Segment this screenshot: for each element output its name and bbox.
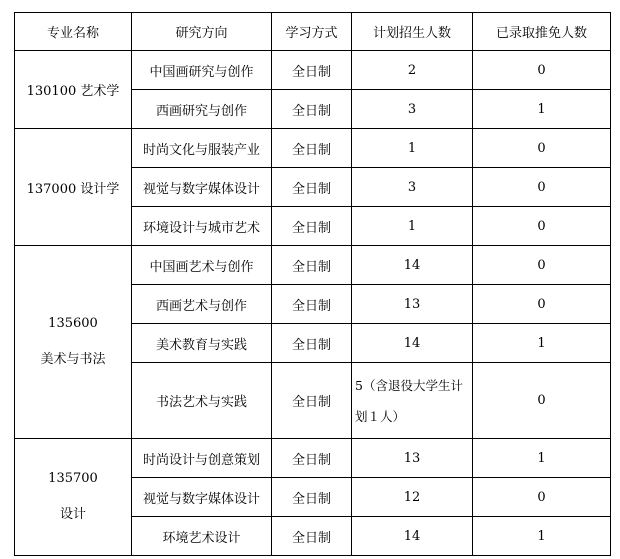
admitted-cell: 1	[473, 517, 611, 556]
table-row	[15, 246, 611, 285]
major-cell: 137000 设计学	[15, 129, 132, 246]
plan-cell: 14	[352, 517, 473, 556]
plan-cell: 3	[352, 90, 473, 129]
direction-cell: 西画艺术与创作	[132, 285, 272, 324]
admitted-cell: 0	[473, 285, 611, 324]
plan-cell: 2	[352, 51, 473, 90]
plan-cell: 1	[352, 207, 473, 246]
mode-cell: 全日制	[272, 439, 352, 478]
plan-cell: 14	[352, 246, 473, 285]
direction-cell: 中国画研究与创作	[132, 51, 272, 90]
direction-cell: 西画研究与创作	[132, 90, 272, 129]
admitted-cell: 0	[473, 51, 611, 90]
mode-cell: 全日制	[272, 246, 352, 285]
header-mode: 学习方式	[272, 13, 352, 51]
plan-cell: 5（含退役大学生计划１人）	[352, 363, 473, 439]
header-major: 专业名称	[15, 13, 132, 51]
direction-cell: 美术教育与实践	[132, 324, 272, 363]
mode-cell: 全日制	[272, 363, 352, 439]
mode-cell: 全日制	[272, 478, 352, 517]
plan-cell: 12	[352, 478, 473, 517]
direction-cell: 视觉与数字媒体设计	[132, 168, 272, 207]
mode-cell: 全日制	[272, 51, 352, 90]
mode-cell: 全日制	[272, 285, 352, 324]
admitted-cell: 0	[473, 246, 611, 285]
table-row	[15, 51, 611, 90]
direction-cell: 书法艺术与实践	[132, 363, 272, 439]
major-cell	[15, 246, 132, 439]
major-cell	[15, 439, 132, 556]
header-row	[15, 13, 611, 51]
direction-cell: 时尚设计与创意策划	[132, 439, 272, 478]
mode-cell: 全日制	[272, 207, 352, 246]
major-code: 135700	[48, 471, 98, 487]
direction-cell: 环境设计与城市艺术	[132, 207, 272, 246]
header-plan: 计划招生人数	[352, 13, 473, 51]
admitted-cell: 1	[473, 439, 611, 478]
major-cell: 130100 艺术学	[15, 51, 132, 129]
admitted-cell: 0	[473, 478, 611, 517]
plan-cell: 1	[352, 129, 473, 168]
plan-cell: 14	[352, 324, 473, 363]
mode-cell: 全日制	[272, 517, 352, 556]
mode-cell: 全日制	[272, 168, 352, 207]
major-name: 设计	[59, 507, 86, 522]
mode-cell: 全日制	[272, 324, 352, 363]
mode-cell: 全日制	[272, 90, 352, 129]
major-name: 美术与书法	[40, 352, 106, 367]
major-code: 135600	[48, 316, 98, 332]
table-row	[15, 439, 611, 478]
admissions-table	[14, 12, 611, 556]
admitted-cell: 1	[473, 90, 611, 129]
plan-cell: 13	[352, 285, 473, 324]
direction-cell: 时尚文化与服装产业	[132, 129, 272, 168]
header-admitted: 已录取推免人数	[473, 13, 611, 51]
plan-cell: 13	[352, 439, 473, 478]
admitted-cell: 0	[473, 129, 611, 168]
admitted-cell: 0	[473, 168, 611, 207]
direction-cell: 环境艺术设计	[132, 517, 272, 556]
table-row	[15, 129, 611, 168]
mode-cell: 全日制	[272, 129, 352, 168]
plan-cell: 3	[352, 168, 473, 207]
admitted-cell: 1	[473, 324, 611, 363]
direction-cell: 视觉与数字媒体设计	[132, 478, 272, 517]
header-direction: 研究方向	[132, 13, 272, 51]
admitted-cell: 0	[473, 363, 611, 439]
admitted-cell: 0	[473, 207, 611, 246]
direction-cell: 中国画艺术与创作	[132, 246, 272, 285]
